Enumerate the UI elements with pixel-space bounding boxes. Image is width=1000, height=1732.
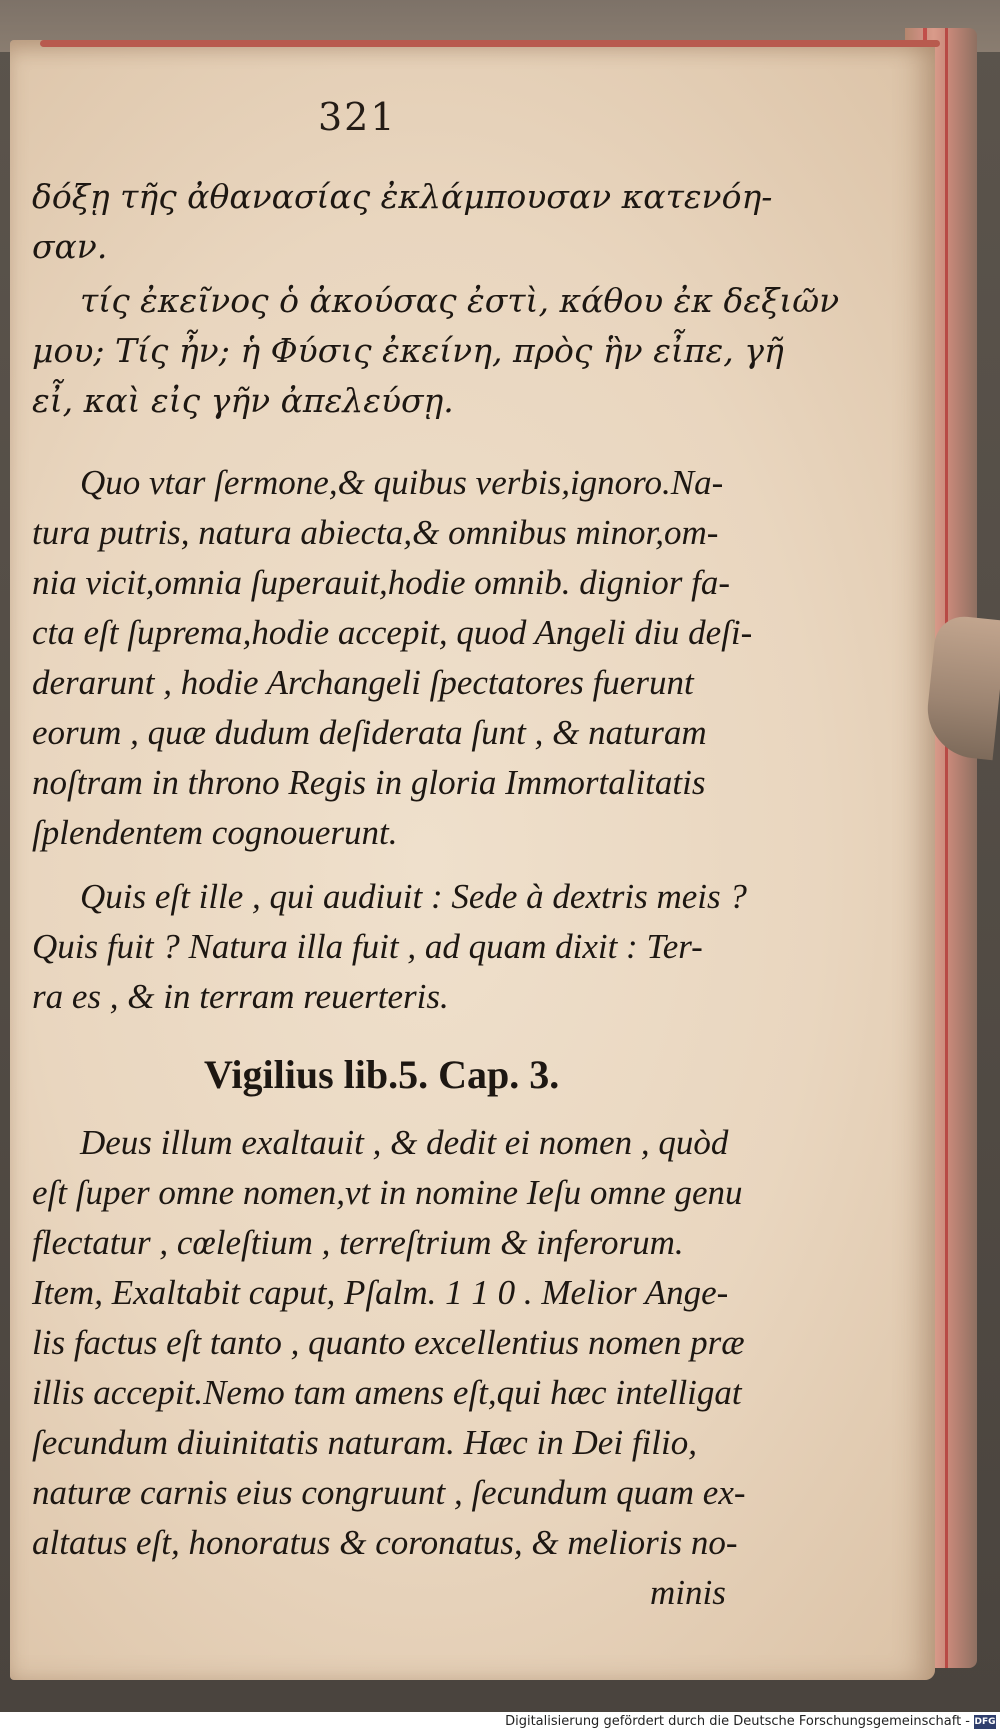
text-line: noſtram in throno Regis in gloria Immortalitatis <box>32 763 706 802</box>
catchword: minis <box>650 1573 726 1612</box>
footer-bar <box>0 1712 1000 1732</box>
text-line: μου; Τίς ἦν; ἡ Φύσις ἐκείνη, πρὸς ἣν εἶπε, γῆ <box>32 331 784 370</box>
book-page <box>10 40 935 1680</box>
text-line: lis factus eſt tanto , quanto excellentius nomen præ <box>32 1323 745 1362</box>
text-line: σαν. <box>32 227 108 266</box>
top-red-edge <box>40 40 940 47</box>
text-line: εἶ, καὶ εἰς γῆν ἀπελεύσῃ. <box>32 381 454 420</box>
text-line: Quis eſt ille , qui audiuit : Sede à dextris meis ? <box>80 877 747 916</box>
latin-paragraph-2 <box>32 872 747 1022</box>
text-line: flectatur , cœleſtium , terreſtrium & inferorum. <box>32 1223 684 1262</box>
text-line: naturæ carnis eius congruunt , ſecundum quam ex- <box>32 1473 746 1512</box>
latin-paragraph-3 <box>32 1118 746 1618</box>
text-line: Quis fuit ? Natura illa fuit , ad quam dixit : Ter- <box>32 927 703 966</box>
text-line: τίς ἐκεῖνος ὁ ἀκούσας ἐστὶ, κάθου ἐκ δεξιῶν <box>80 281 840 320</box>
page-number: 321 <box>318 95 397 139</box>
latin-paragraph-1 <box>32 458 753 858</box>
text-line: illis accepit.Nemo tam amens eſt,qui hæc intelligat <box>32 1373 742 1412</box>
text-column <box>32 172 840 1618</box>
text-line: Quo vtar ſermone,& quibus verbis,ignoro.Na- <box>80 463 724 502</box>
greek-paragraph-2 <box>32 276 840 426</box>
text-line: ſecundum diuinitatis naturam. Hæc in Dei filio, <box>32 1423 697 1462</box>
text-line: ra es , & in terram reuerteris. <box>32 977 449 1016</box>
section-heading: Vigilius lib.5. Cap. 3. <box>204 1052 560 1097</box>
text-line: altatus eſt, honoratus & coronatus, & melioris no- <box>32 1523 738 1562</box>
text-line: Item, Exaltabit caput, Pſalm. 1 1 0 . Melior Ange- <box>32 1273 729 1312</box>
text-line: eſt ſuper omne nomen,vt in nomine Ieſu omne genu <box>32 1173 743 1212</box>
dfg-logo: DFG <box>974 1717 996 1727</box>
text-line: Deus illum exaltauit , & dedit ei nomen , quòd <box>80 1123 729 1162</box>
greek-paragraph-1 <box>32 172 773 272</box>
text-line: derarunt , hodie Archangeli ſpectatores fuerunt <box>32 663 694 702</box>
text-line: cta eſt ſuprema,hodie accepit, quod Angeli diu deſi- <box>32 613 753 652</box>
text-line: δόξῃ τῆς ἀθανασίας ἐκλάμπουσαν κατενόη- <box>32 177 773 216</box>
text-line: tura putris, natura abiecta,& omnibus minor,om- <box>32 513 719 552</box>
digitization-credit: Digitalisierung gefördert durch die Deutsche Forschungsgemeinschaft - <box>505 1714 970 1729</box>
text-line: nia vicit,omnia ſuperauit,hodie omnib. dignior fa- <box>32 563 731 602</box>
text-line: ſplendentem cognouerunt. <box>32 813 398 852</box>
text-line: eorum , quæ dudum deſiderata ſunt , & naturam <box>32 713 707 752</box>
